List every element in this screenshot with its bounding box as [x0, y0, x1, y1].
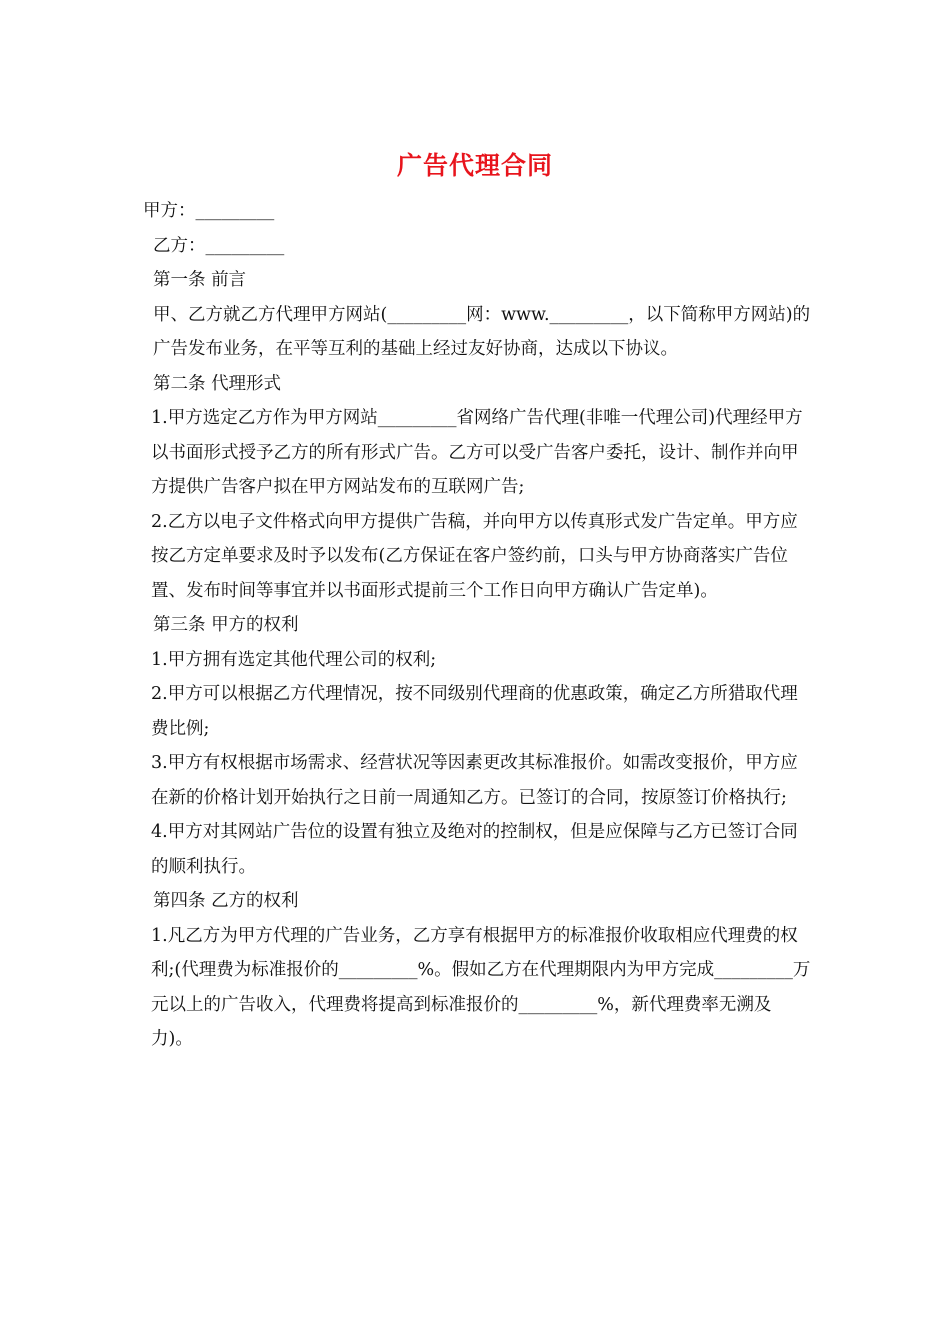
- article-1-paragraph: 甲、乙方就乙方代理甲方网站(_________网：www._________，以下简称甲方网站)的广告发布业务，在平等互利的基础上经过友好协商，达成以下协议。: [153, 304, 811, 359]
- article-3-clause-2: 2.甲方可以根据乙方代理情况，按不同级别代理商的优惠政策，确定乙方所猎取代理费比例;: [151, 684, 798, 739]
- article-3-clause-3: 3.甲方有权根据市场需求、经营状况等因素更改其标准报价。如需改变报价，甲方应在新的价格计划开始执行之日前一周通知乙方。已签订的合同，按原签订价格执行;: [151, 753, 798, 808]
- article-2-clause-1: 1.甲方选定乙方作为甲方网站_________省网络广告代理(非唯一代理公司)代理经甲方以书面形式授予乙方的所有形式广告。乙方可以受广告客户委托，设计、制作并向甲方提供广告客户拟在甲方网站发布的互联网广告;: [151, 408, 803, 497]
- article-3-heading: 第三条 甲方的权利: [153, 615, 299, 635]
- article-3-clause-4: 4.甲方对其网站广告位的设置有独立及绝对的控制权，但是应保障与乙方已签订合同的顺利执行。: [151, 822, 798, 877]
- article-2-clause-2: 2.乙方以电子文件格式向甲方提供广告稿，并向甲方以传真形式发广告定单。甲方应按乙方定单要求及时予以发布(乙方保证在客户签约前，口头与甲方协商落实广告位置、发布时间等事宜并以书面形式提前三个工作日向甲方确认广告定单)。: [151, 511, 798, 601]
- party-a-line: 甲方：_________: [143, 201, 275, 221]
- document-title: 广告代理合同: [396, 151, 553, 180]
- article-2-heading: 第二条 代理形式: [153, 373, 282, 394]
- article-4-clause-1: 1.凡乙方为甲方代理的广告业务，乙方享有根据甲方的标准报价收取相应代理费的权利;(代理费为标准报价的_________%。假如乙方在代理期限内为甲方完成_________万元以上的广告收入，代理费将提高到标准报价的_________%，新代理费率无溯及力)。: [151, 925, 811, 1049]
- article-4-heading: 第四条 乙方的权利: [153, 891, 299, 911]
- party-b-line: 乙方：_________: [153, 235, 285, 256]
- document-body: [143, 194, 811, 1057]
- article-1-heading: 第一条 前言: [153, 270, 247, 290]
- article-3-clause-1: 1.甲方拥有选定其他代理公司的权利;: [151, 649, 437, 670]
